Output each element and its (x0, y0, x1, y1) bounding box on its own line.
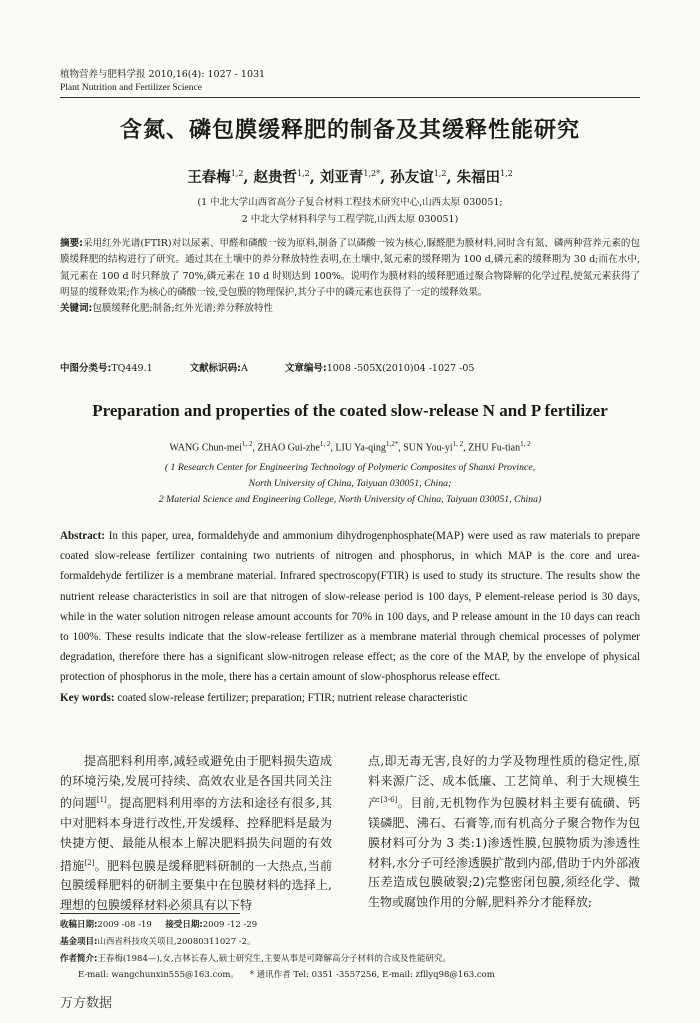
accepted-date: 2009 -12 -29 (202, 920, 258, 930)
abstract-en (60, 526, 640, 708)
author-en-sup: 1, 2 (241, 440, 253, 448)
author-zh-sup: 1,2 (500, 169, 513, 179)
received-date: 2009 -08 -19 (97, 920, 152, 930)
footnote-rule (60, 913, 240, 914)
author-en: ZHAO Gui-zhe (257, 442, 320, 454)
author-en-sup: 1, 2 (520, 440, 531, 448)
fund-label: 基金项目: (60, 937, 98, 947)
body-column-right (368, 752, 640, 913)
footnote-dates (60, 919, 640, 931)
clc-value: TQ449.1 (111, 363, 153, 374)
author-zh: 赵贵哲 (253, 169, 298, 186)
journal-info-en: Plant Nutrition and Fertilizer Science (60, 83, 202, 93)
keywords-en-text: coated slow-release fertilizer; preparation; FTIR; nutrient release characteristic (117, 691, 468, 704)
email-text: E-mail: wangchunxin555@163.com。 (78, 970, 239, 980)
fund-text: 山西省科技攻关项目,20080311027 -2。 (97, 937, 256, 947)
author-en: ZHU Fu-tian (468, 442, 521, 454)
clc-label: 中图分类号: (60, 363, 112, 374)
received-label: 收稿日期: (60, 920, 98, 930)
citation: [3-6] (380, 796, 398, 805)
header-rule (60, 97, 640, 98)
footnote-contact (60, 969, 658, 981)
authors-en: WANG Chun-mei$^{1, 2}$, ZHAO Gui-zhe$^{1, 2}$, LIU Ya-qing$^{1,2*}$, SUN You-yi$^{1, 2}$, ZHU Fu-tian$^{1, 2}$ (169, 440, 531, 454)
author-en: WANG Chun-mei (169, 442, 242, 454)
author-en: SUN You-yi (403, 442, 453, 454)
keywords-en-label: Key words: (60, 691, 115, 704)
author-bio-text: 王春梅(1984—),女,吉林长春人,硕士研究生,主要从事是可降解高分子材料的合成及性能研究。 (97, 954, 451, 964)
keywords-zh-text: 包膜缓释化肥;制备;红外光谱;养分释放特性 (92, 303, 273, 315)
body-column-left (60, 752, 332, 916)
affiliation-en-1: ( 1 Research Center for Engineering Technology of Polymeric Composites of Shanxi Province, (164, 462, 536, 473)
author-zh-sup: 1,2 (230, 169, 244, 179)
body-text: 。目前,无机物作为包膜材料主要有硫磺、钙镁磷肥、沸石、石膏等,而有机高分子聚合物作为包膜材料可分为 3 类:1)渗透性膜,包膜物质为渗透性材料,水分子可经渗透膜扩散到内部,借助于内外部液压差造成包膜破裂;2)完整密闭包膜,须经化学、微生物或腐蚀作用的分解,肥料养分才能释放; (368, 796, 640, 909)
citation: [1] (96, 796, 107, 805)
author-en-sup: 1, 2 (319, 440, 331, 448)
corresponding-text: * 通讯作者 Tel: 0351 -3557256, E-mail: zfllyq98@163.com (249, 970, 495, 980)
author-zh-sup: 1,2 (433, 169, 447, 179)
author-zh: 孙友谊 (390, 169, 434, 186)
watermark-text: 万方数据 (60, 996, 113, 1011)
doc-code-label: 文献标识码: (189, 363, 241, 374)
authors-zh: 王春梅$^{1,2}$, 赵贵哲$^{1,2}$, 刘亚青$^{1,2*}$, 孙友谊$^{1,2}$, 朱福田$^{1,2}$ (187, 169, 513, 186)
title-zh: 含氮、磷包膜缓释肥的制备及其缓释性能研究 (119, 118, 580, 143)
classification-zh (60, 360, 508, 374)
author-bio-label: 作者简介: (60, 954, 98, 964)
affiliation-zh-1: (1 中北大学山西省高分子复合材料工程技术研究中心,山西太原 030051; (197, 197, 503, 208)
affiliation-en-2: North University of China, Taiyuan 030051, China; (248, 478, 452, 489)
body-text: 提高肥料利用率,减轻或避免由于肥料损失造成的环境污染,发展可持续、高效农业是各国共同关注的问题 (60, 754, 332, 811)
accepted-label: 接受日期: (165, 920, 203, 930)
body-text: 点,即无毒无害,良好的力学及物理性质的稳定性,原料来源广泛、成本低廉、工艺简单、利于大规模生产 (368, 754, 640, 811)
keywords-zh-label: 关键词: (60, 303, 93, 315)
abstract-zh-label: 摘要: (60, 238, 83, 249)
author-zh: 刘亚青 (319, 169, 364, 186)
title-en: Preparation and properties of the coated slow-release N and P fertilizer (92, 401, 608, 420)
article-no-value: 1008 -505X(2010)04 -1027 -05 (326, 363, 475, 374)
footnote-fund (60, 936, 640, 948)
author-zh-sup: 1,2 (297, 169, 310, 179)
journal-info-zh: 植物营养与肥料学报 2010,16(4): 1027 - 1031 (60, 69, 266, 80)
author-en: LIU Ya-qing (335, 442, 386, 454)
author-en-sup: 1,2* (385, 440, 399, 448)
body-text: 。提高肥料利用率的方法和途径有很多,其中对肥料本身进行改性,开发缓释、控释肥料是最为快捷方便、最能从根本上解决肥料损失问题的有效措施 (60, 796, 332, 873)
citation: [2] (84, 858, 95, 867)
footnote-author (60, 953, 640, 965)
doc-code-value: A (240, 363, 248, 374)
abstract-en-text: In this paper, urea, formaldehyde and ammonium dihydrogenphosphate(MAP) were used as raw materials to prepare coated slow-release fertilizer containing two nutrients of nitrogen and phosphorus, in which MAP is the core and urea-formaldehyde fertilizer is a membrane material. Infrared spectroscopy(FTIR) is used to study its structure. The results show the nutrient release characteristics in soil are that nitrogen of slow-release period is 100 days, P element-release period is 30 days, while in the water solution nitrogen release amount accounts for 70% in 100 days, and P release amount in the 10 days can reach to 100%. These results indicate that the slow-release fertilizer as a membrane material through chemical processes of polymer degradation, therefore there has a significant slow-nitrogen release effect; as the core of the MAP, by the envelope of physical protection of phosphorus in the mole, there has a certain amount of slow-phosphorus release effect. (60, 530, 640, 684)
author-zh-sup: 1,2* (363, 169, 381, 179)
body-text: 。肥料包膜是缓释肥料研制的一大热点,当前包膜缓释肥料的研制主要集中在包膜材料的选择上,理想的包膜缓释材料必须具有以下特 (60, 858, 332, 912)
affiliation-en-3: 2 Material Science and Engineering College, North University of China, Taiyuan 030051, China) (158, 494, 542, 505)
affiliation-zh-2: 2 中北大学材料科学与工程学院,山西太原 030051) (241, 214, 459, 225)
author-zh: 朱福田 (456, 169, 501, 186)
author-en-sup: 1, 2 (452, 440, 464, 448)
abstract-en-label: Abstract: (60, 530, 105, 542)
article-no-label: 文章编号: (284, 363, 327, 374)
abstract-zh-text: 采用红外光谱(FTIR)对以尿素、甲醛和磷酸一铵为原料,制备了以磷酸一铵为核心,脲醛肥为膜材料,同时含有氮、磷两种营养元素的包膜缓释肥的结构进行了研究。通过其在土壤中的养分释放特性表明,在土壤中,氮元素的缓释期为 100 d,磷元素的缓释期为 30 d;而在水中,氮元素在 100 d 时只释放了 70%,磷元素在 10 d 时则达到 100%。说明作为膜材料的缓释肥通过聚合物降解的化学过程,使氮元素获得了明显的缓释效果;作为核心的磷酸一铵,受包膜的物理保护,其分子中的磷元素也获得了一定的缓释效果。 (60, 238, 640, 298)
abstract-zh (60, 236, 640, 317)
author-zh: 王春梅 (187, 169, 231, 186)
